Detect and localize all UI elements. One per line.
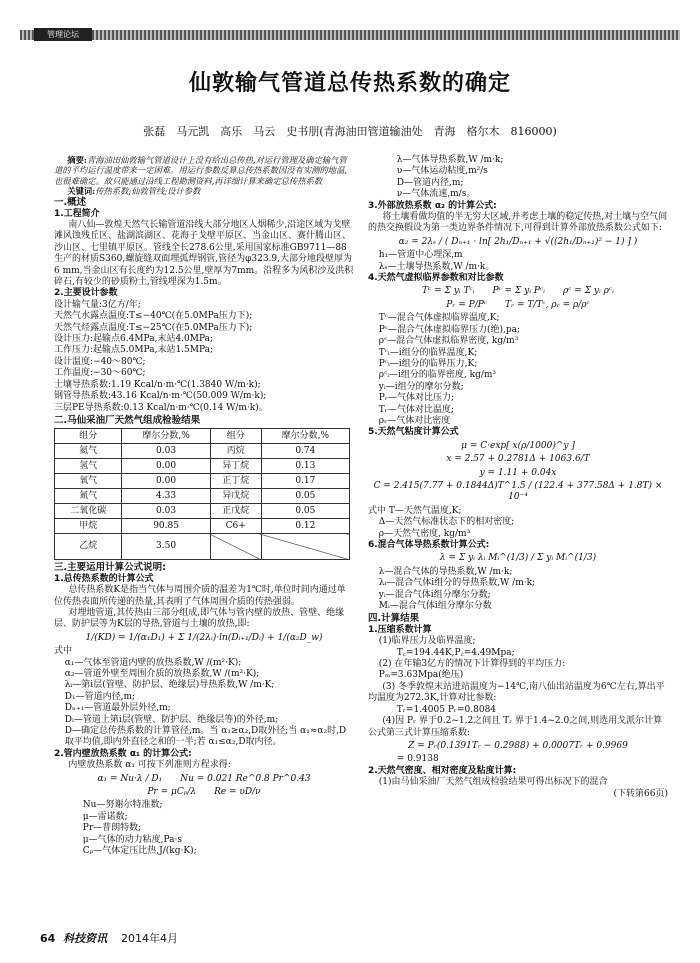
table-cell: 甲烷 bbox=[55, 519, 122, 534]
section-1-2-heading: 2.主要设计参数 bbox=[54, 288, 118, 299]
table-row bbox=[55, 534, 350, 560]
equation-critical: Tᶜ = Σ yᵢ Tᶜᵢ Pᶜ = Σ yᵢ Pᶜᵢ ρᶜ = Σ yᵢ ρᶜᵢ bbox=[422, 286, 614, 297]
section-3-1-text-b: 对埋地管道,其传热由三部分组成,即气体与管内壁的放热、管壁、绝缘层、防护层等为K层的导热,管道与土壤的放热,即: bbox=[54, 607, 345, 630]
result-line: (2) 在年输3亿方的情况下计算得到的平均压力: bbox=[378, 659, 566, 670]
table-cell: 丙烷 bbox=[210, 444, 261, 459]
table-cell-empty bbox=[210, 534, 261, 560]
def-item: λᵢ—第i层(管壁、防护层、绝缘层)导热系数,W /m·K; bbox=[64, 680, 275, 691]
def-item: Nu—努谢尔特准数; bbox=[82, 800, 163, 811]
equation-c: C = 2.415(7.77 + 0.1844Δ)T^1.5 / (122.4 + 377.58Δ + 1.8T) × 10⁻⁴ bbox=[373, 480, 663, 503]
def-item: D—管道内径,m; bbox=[396, 177, 464, 188]
def-item: Mᵢ—混合气体i组分摩尔分数 bbox=[378, 601, 492, 612]
def-item: Dᵢ—管道上第i层(管壁、防护层、绝缘层等)的外径,m; bbox=[64, 714, 279, 725]
section-4-1-heading: 1.压缩系数计算 bbox=[368, 624, 432, 635]
def-item: D₁—管道内径,m; bbox=[64, 691, 136, 702]
result-line: Tᵣ=1.4005 Pᵣ=0.8084 bbox=[396, 704, 497, 715]
def-item: 式中 T—天然气温度,K; bbox=[368, 505, 462, 516]
param-item: 天然气水露点温度:T≤−40℃(在5.0MPa压力下); bbox=[54, 311, 253, 322]
section-3-4-heading: 4.天然气虚拟临界参数和对比参数 bbox=[368, 273, 504, 284]
param-item: 三层PE导热系数:0.13 Kcal/n·m·℃(0.14 W/m·k)。 bbox=[54, 402, 268, 413]
def-item: ρᶜ—混合气体虚拟临界密度, kg/m³ bbox=[378, 336, 519, 347]
def-item: h₁—管道中心埋深,m bbox=[378, 250, 463, 261]
page-footer bbox=[40, 933, 178, 944]
def-item: υ—气体运动粘度,m²/s bbox=[396, 166, 488, 177]
col-header: 摩尔分数,% bbox=[261, 429, 349, 444]
header-tag: 管理论坛 bbox=[34, 28, 92, 41]
def-item: ν—气体流速,m/s。 bbox=[396, 189, 476, 200]
def-item: λ—气体导热系数,W /m·k; bbox=[396, 155, 504, 165]
composition-table bbox=[54, 428, 350, 560]
table-cell: C6+ bbox=[210, 519, 261, 534]
table-cell: 0.12 bbox=[261, 519, 349, 534]
issue-date: 2014年4月 bbox=[121, 932, 178, 945]
section-3-3-text: 将土壤看做均值的半无穷大区域,并考虑土壤的稳定传热,对土壤与空气间的热交换假设为第一类边界条件情况下,可得到计算外部放热系数公式如下: bbox=[368, 212, 668, 234]
param-item: 设计输气量:3亿方/年; bbox=[54, 299, 141, 310]
table-row bbox=[55, 444, 350, 459]
section-4-2-text: (1)由马仙采油厂天然气组成检验结果可得出标况下的混合 bbox=[378, 777, 608, 788]
def-item: Pᶜᵢ—i组分的临界压力,K; bbox=[378, 358, 478, 369]
table-cell: 0.03 bbox=[122, 444, 210, 459]
table-cell: 二氧化碳 bbox=[55, 504, 122, 519]
def-item: Tᶜ—混合气体虚拟临界温度,K; bbox=[378, 313, 500, 324]
authors: 张磊 马元凯 高乐 马云 史书朋(青海油田管道输油处 青海 格尔木 816000) bbox=[143, 125, 557, 138]
equation-lambda: λ = Σ yᵢ λᵢ Mᵢ^(1/3) / Σ yᵢ Mᵢ^(1/3) bbox=[439, 553, 597, 564]
table-cell: 氦气 bbox=[55, 444, 122, 459]
table-cell: 正丁烷 bbox=[210, 474, 261, 489]
def-item: D—确定总传热系数的计算管径,m。当 α₁≥α₂,D取外径;当 α₁≈α₂时,D取平均值,即内外直径之和的一半;若 α₁≤α₂,D取内径。 bbox=[64, 726, 347, 748]
section-3-2-text: 内壁放热系数 α₁ 可按下列准则方程求得: bbox=[68, 760, 231, 771]
table-cell: 氮气 bbox=[55, 489, 122, 504]
def-item: λₛ—土壤导热系数,W /m·k。 bbox=[378, 261, 495, 272]
equation-z: Z = Pᵣ(0.1391Tᵣ − 0.2988) + 0.0007Tᵣ + 0.9969 bbox=[408, 740, 628, 751]
def-item: yᵢ—i组分的摩尔分数; bbox=[378, 381, 464, 392]
def-item: α₂—管道外壁至周围介质的放热系数,W /(m²·K); bbox=[64, 668, 260, 679]
left-column bbox=[54, 155, 354, 857]
def-item: λᵢ—混合气体i组分的导热系数,W /m·k; bbox=[378, 578, 536, 589]
section-3-6-heading: 6.混合气体导热系数计算公式: bbox=[368, 540, 490, 550]
table-cell: 0.74 bbox=[261, 444, 349, 459]
table-cell: 0.00 bbox=[122, 459, 210, 474]
table-row bbox=[55, 474, 350, 489]
table-cell: 乙烷 bbox=[55, 534, 122, 560]
table-cell: 0.03 bbox=[122, 504, 210, 519]
def-item: Δ—天然气标准状态下的相对密度; bbox=[378, 517, 515, 528]
param-item: 设计温度:−40～80℃; bbox=[54, 356, 146, 367]
def-item: Cₚ—气体定压比热,J/(kg·K); bbox=[82, 846, 197, 857]
result-line: = 0.9138 bbox=[396, 754, 439, 765]
table-row bbox=[55, 489, 350, 504]
param-item: 设计压力:起输点6.4MPa,末站4.0MPa; bbox=[54, 334, 214, 345]
equation-alpha1: α₁ = Nu·λ / D₁ Nu = 0.021 Re^0.8 Pr^0.43 bbox=[97, 773, 311, 784]
param-item: 天然气烃露点温度:T≤−25℃(在5.0MPa压力下); bbox=[54, 322, 253, 333]
section-1-1-text: 南八仙—敦煌天然气长输管道沿线大部分地区人烟稀少,沿途区域为戈壁滩风蚀残丘区、盐湖滨湖区、花海子戈壁平原区、当金山区、赛什腾山区、沙山区、七里镇平原区。管线全长278.6公里,采用国家标准GB9711—88生产的材质S360,螺旋缝双面埋弧焊钢管,管径为φ323.9,大部分地段壁厚为6 mm,当金山区有长度约为12.5公里,壁厚为7mm。沿程多为风积沙及洪积碎石,有较少的砂质粉土,管线埋深为1.5m。 bbox=[54, 220, 354, 288]
col-header: 摩尔分数,% bbox=[122, 429, 210, 444]
table-row bbox=[55, 519, 350, 534]
equation-mu: μ = C·exp[ x(ρ/1000)^y ] bbox=[461, 440, 575, 451]
def-item: Pr—普朗特数; bbox=[82, 823, 142, 834]
col-header: 组分 bbox=[210, 429, 261, 444]
abstract: 摘要:青海油田仙敦输气管道设计上没有给出总传热,对运行管理及确定输气管道的平均运行温度带来一定困难。用运行参数反算总传热系数因没有实测的地温,也很难确定。故只能通过沿线工程勘测资料,再详细计算来确定总传热系数 bbox=[54, 155, 348, 186]
def-item: λ—混合气体的导热系数,W /m·k; bbox=[378, 566, 513, 577]
equation-alpha2: α₂ = 2λₛ / ( Dₙ₊₁ · ln[ 2h₁/Dₙ₊₁ + √((2h₁/Dₙ₊₁)² − 1) ] ) bbox=[398, 236, 638, 247]
section-3-1-text-a: 总传热系数K是指当气体与周围介质的温差为1℃时,单位时间内通过单位传热表面所传递的热量,其表明了气体周围介质的传热强弱。 bbox=[54, 585, 346, 607]
keywords: 关键词:传热系数;仙敦管线;设计参数 bbox=[67, 185, 201, 196]
def-item: Pᵣ—气体对比压力; bbox=[378, 393, 455, 404]
result-line: (1)临界压力及临界温度; bbox=[378, 636, 476, 647]
table-cell: 0.05 bbox=[261, 504, 349, 519]
equation-reduced: Pᵣ = P/Pᶜ Tᵣ = T/Tᶜ, ρᵣ = ρ/ρᶜ bbox=[446, 299, 590, 310]
section-3-1-heading: 1.总传热系数的计算公式 bbox=[54, 573, 154, 584]
table-cell: 90.85 bbox=[122, 519, 210, 534]
table-cell: 0.13 bbox=[261, 459, 349, 474]
table-cell: 正戊烷 bbox=[210, 504, 261, 519]
section-4-2-heading: 2.天然气密度、相对密度及粘度计算: bbox=[368, 765, 517, 776]
def-item: α₁—气体至管道内壁的放热系数,W /(m²·K); bbox=[64, 657, 242, 668]
table-cell: 氧气 bbox=[55, 474, 122, 489]
def-lead: 式中 bbox=[54, 646, 73, 657]
section-3-2-heading: 2.管内壁放热系数 α₁ 的计算公式: bbox=[54, 748, 192, 759]
table-cell: 0.00 bbox=[122, 474, 210, 489]
magazine-name: 科技资讯 bbox=[63, 932, 108, 945]
def-item: ρ—天然气密度, kg/m³ bbox=[378, 528, 471, 539]
result-line: Pₘ=3.63Mpa(绝压) bbox=[378, 670, 464, 681]
result-line: (3) 冬季敦煌末站进站温度为−14℃,南八仙出站温度为6℃左右,算出平均温度为272.3K,计算对比参数: bbox=[368, 681, 665, 704]
header-bar bbox=[20, 30, 680, 40]
right-column bbox=[368, 155, 668, 800]
def-item: yᵢ—混合气体i组分摩尔分数; bbox=[378, 589, 491, 600]
def-item: Dₙ₊₁—管道最外层外径,m; bbox=[64, 703, 171, 714]
param-item: 工作压力:起输点5.0MPa,末站1.5MPa; bbox=[54, 345, 214, 356]
param-item: 土壤导热系数:1.19 Kcal/n·m·℃(1.3840 W/m·k); bbox=[54, 379, 261, 390]
equation-k: 1/(KD) = 1/(α₁D₁) + Σ 1/(2λᵢ)·ln(Dᵢ₊₁/Dᵢ) + 1/(α₂D_w) bbox=[85, 632, 323, 643]
def-item: Pᶜ—混合气体虚拟临界压力(绝),pa; bbox=[378, 324, 521, 335]
section-2-heading: 二.马仙采油厂天然气组成检验结果 bbox=[54, 414, 201, 426]
section-1-heading: 一.概述 bbox=[54, 197, 87, 209]
continued-note: (下转第66页) bbox=[613, 788, 668, 799]
param-item: 工作温度:−30～60℃; bbox=[54, 368, 146, 379]
table-header-row bbox=[55, 429, 350, 444]
table-cell-empty bbox=[261, 534, 349, 560]
section-4-heading: 四.计算结果 bbox=[368, 613, 420, 625]
result-line: T꜀=194.44K,P꜀=4.49Mpa; bbox=[396, 647, 515, 658]
table-row bbox=[55, 504, 350, 519]
def-item: ρᵣ—气体对比密度 bbox=[378, 415, 451, 426]
table-cell: 3.50 bbox=[122, 534, 210, 560]
def-item: Tᵣ—气体对比温度; bbox=[378, 404, 454, 415]
section-3-3-heading: 3.外部放热系数 α₂ 的计算公式: bbox=[368, 200, 497, 211]
col-header: 组分 bbox=[55, 429, 122, 444]
table-cell: 氢气 bbox=[55, 459, 122, 474]
result-line: (4)因 Pᵣ 界于0.2~1.2之间且 Tᵣ 界于1.4~2.0之间,则选用戈派尔计算公式第三式计算压缩系数: bbox=[368, 716, 663, 738]
page-number: 64 bbox=[40, 932, 56, 945]
def-item: Tᶜᵢ—i组分的临界温度,K; bbox=[378, 347, 478, 358]
table-cell: 异丁烷 bbox=[210, 459, 261, 474]
section-1-1-heading: 1.工程简介 bbox=[54, 208, 100, 219]
def-item: μ—雷诺数; bbox=[82, 811, 128, 822]
table-cell: 0.17 bbox=[261, 474, 349, 489]
paper-title: 仙敦输气管道总传热系数的确定 bbox=[188, 71, 511, 96]
section-3-heading: 三.主要运用计算公式说明: bbox=[54, 562, 166, 574]
section-3-5-heading: 5.天然气粘度计算公式 bbox=[368, 427, 459, 438]
table-cell: 0.05 bbox=[261, 489, 349, 504]
table-row bbox=[55, 459, 350, 474]
table-cell: 异戊烷 bbox=[210, 489, 261, 504]
equation-x: x = 2.57 + 0.2781Δ + 1063.6/T bbox=[446, 454, 590, 465]
equation-pr-re: Pr = μCₚ/λ Re = υD/ν bbox=[147, 787, 261, 798]
equation-y: y = 1.11 + 0.04x bbox=[479, 467, 557, 478]
table-cell: 4.33 bbox=[122, 489, 210, 504]
design-params bbox=[54, 300, 354, 414]
def-item: ρᶜᵢ—i组分的临界密度, kg/m³ bbox=[378, 370, 497, 381]
param-item: 钢管导热系数:43.16 Kcal/n·m·℃(50.009 W/m·k); bbox=[54, 391, 267, 402]
def-item: μ—气体的动力粘度,Pa·s bbox=[82, 834, 183, 845]
